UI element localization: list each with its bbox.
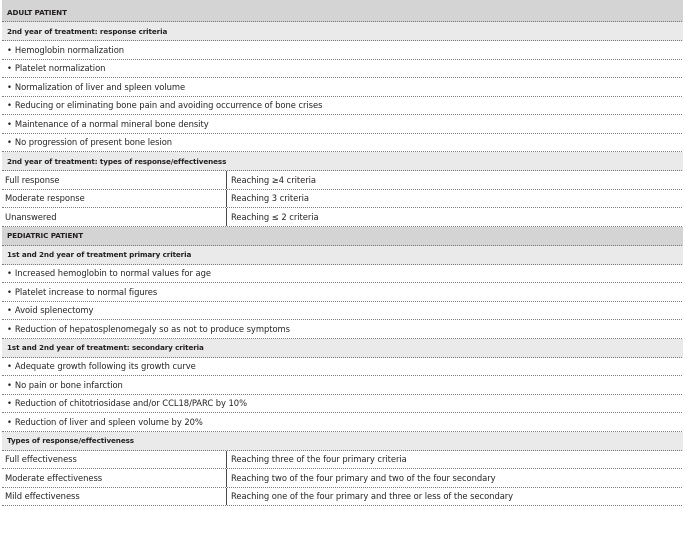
criteria-item: • Adequate growth following its growth curve bbox=[2, 358, 683, 377]
criteria-item: • Maintenance of a normal mineral bone density bbox=[2, 115, 683, 134]
criteria-item: • Avoid splenectomy bbox=[2, 302, 683, 321]
criteria-item: • Hemoglobin normalization bbox=[2, 41, 683, 60]
subheader-pediatric-secondary: 1st and 2nd year of treatment: secondary criteria bbox=[2, 339, 683, 358]
response-type-value: Reaching 3 criteria bbox=[231, 193, 310, 204]
criteria-item: • Platelet increase to normal figures bbox=[2, 283, 683, 302]
bullet-icon: • bbox=[7, 323, 12, 334]
bullet-icon: • bbox=[7, 398, 12, 409]
response-type-value: Reaching ≤ 2 criteria bbox=[231, 211, 319, 222]
bullet-icon: • bbox=[7, 305, 12, 316]
effectiveness-type-value: Reaching two of the four primary and two of the four secondary bbox=[231, 472, 496, 483]
criteria-item: • Platelet normalization bbox=[2, 60, 683, 79]
effectiveness-type-value: Reaching three of the four primary criteria bbox=[231, 454, 407, 465]
criteria-table bbox=[2, 3, 683, 506]
effectiveness-type-label: Mild effectiveness bbox=[2, 488, 227, 506]
bullet-icon: • bbox=[7, 268, 12, 279]
criteria-item: • No pain or bone infarction bbox=[2, 376, 683, 395]
effectiveness-type-label: Full effectiveness bbox=[2, 451, 227, 469]
bullet-icon: • bbox=[7, 63, 12, 74]
table-row bbox=[2, 451, 683, 470]
subheader-adult-types: 2nd year of treatment: types of response/effectiveness bbox=[2, 152, 683, 171]
criteria-item: • No progression of present bone lesion bbox=[2, 134, 683, 153]
criteria-item: • Reduction of chitotriosidase and/or CCL18/PARC by 10% bbox=[2, 395, 683, 414]
section-header-pediatric: PEDIATRIC PATIENT bbox=[2, 227, 683, 246]
table-row bbox=[2, 171, 683, 190]
table-row bbox=[2, 190, 683, 209]
response-type-label: Moderate response bbox=[2, 190, 227, 208]
table-row bbox=[2, 469, 683, 488]
response-type-value: Reaching ≥4 criteria bbox=[231, 174, 316, 185]
bullet-icon: • bbox=[7, 118, 12, 129]
criteria-item: • Reduction of hepatosplenomegaly so as not to produce symptoms bbox=[2, 320, 683, 339]
section-header-adult: ADULT PATIENT bbox=[2, 3, 683, 22]
bullet-icon: • bbox=[7, 416, 12, 427]
effectiveness-type-label: Moderate effectiveness bbox=[2, 469, 227, 487]
bullet-icon: • bbox=[7, 137, 12, 148]
subheader-pediatric-primary: 1st and 2nd year of treatment primary criteria bbox=[2, 246, 683, 265]
criteria-item: • Increased hemoglobin to normal values for age bbox=[2, 265, 683, 284]
bullet-icon: • bbox=[7, 361, 12, 372]
criteria-item: • Normalization of liver and spleen volume bbox=[2, 78, 683, 97]
subheader-pediatric-types: Types of response/effectiveness bbox=[2, 432, 683, 451]
criteria-item: • Reduction of liver and spleen volume by 20% bbox=[2, 413, 683, 432]
response-type-label: Full response bbox=[2, 171, 227, 189]
bullet-icon: • bbox=[7, 286, 12, 297]
bullet-icon: • bbox=[7, 44, 12, 55]
bullet-icon: • bbox=[7, 100, 12, 111]
response-type-label: Unanswered bbox=[2, 208, 227, 226]
table-row bbox=[2, 208, 683, 227]
effectiveness-type-value: Reaching one of the four primary and three or less of the secondary bbox=[231, 491, 514, 502]
criteria-item: • Reducing or eliminating bone pain and avoiding occurrence of bone crises bbox=[2, 97, 683, 116]
bullet-icon: • bbox=[7, 379, 12, 390]
bullet-icon: • bbox=[7, 81, 12, 92]
subheader-adult-response-criteria: 2nd year of treatment: response criteria bbox=[2, 22, 683, 41]
table-row bbox=[2, 488, 683, 507]
